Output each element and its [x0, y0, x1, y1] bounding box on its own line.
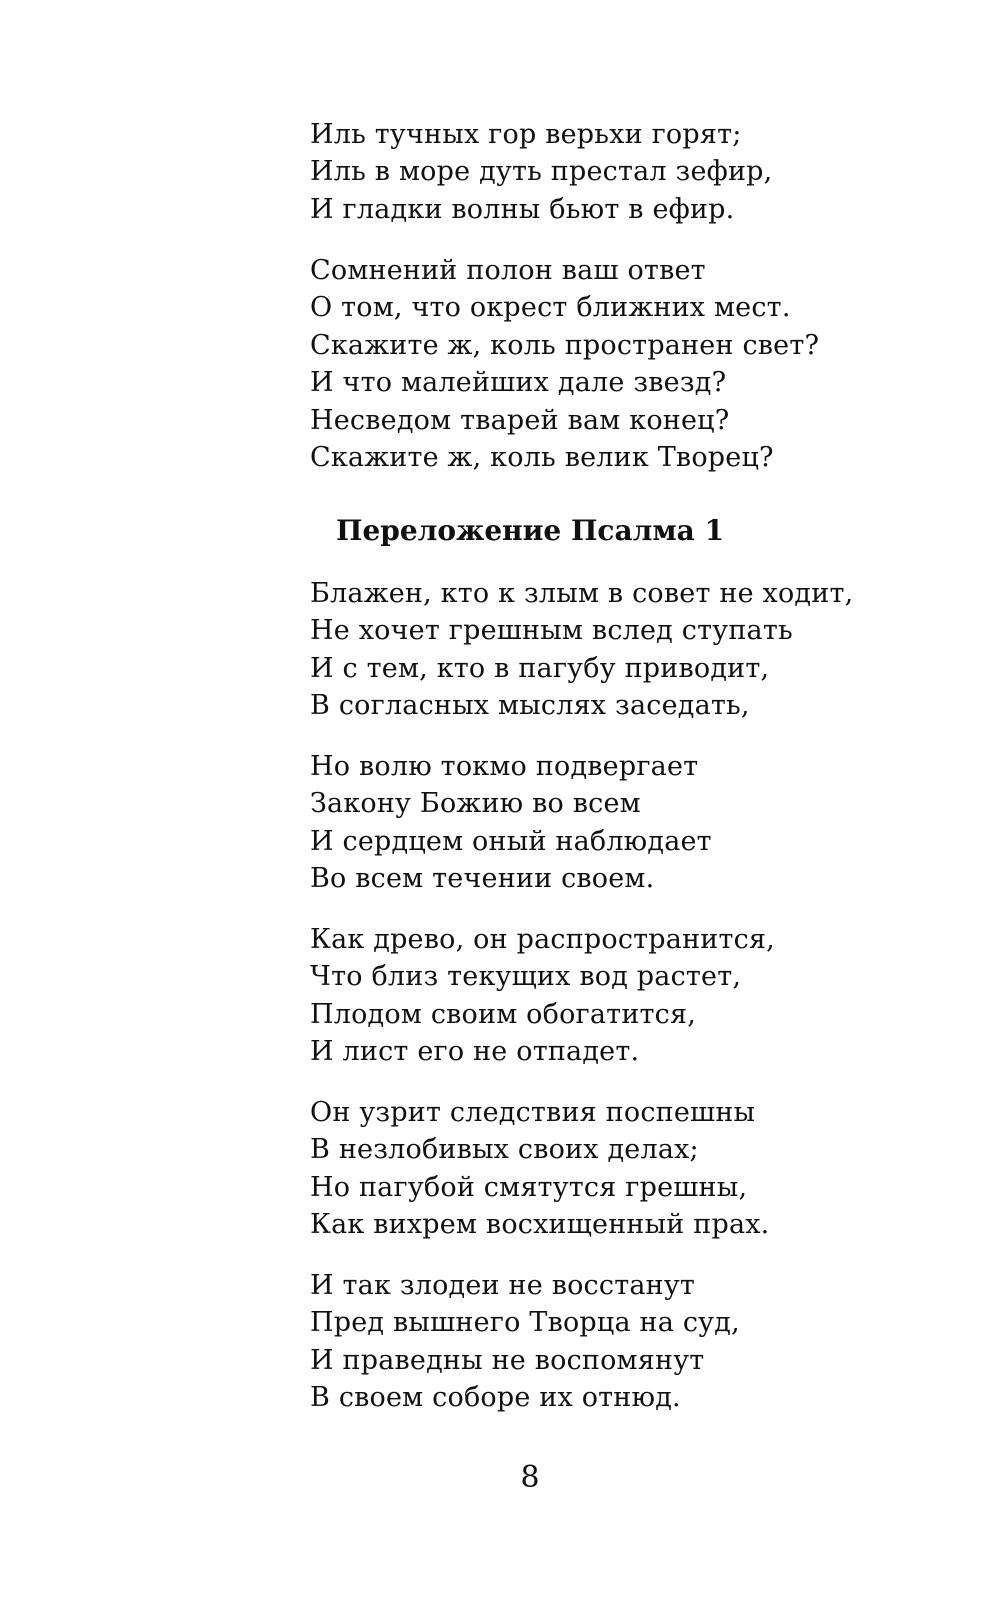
verse-line: И сердцем оный наблюдает: [310, 825, 712, 857]
stanza: [310, 921, 775, 1071]
verse-line: Как древо, он распространится,: [310, 924, 775, 955]
verse-line: Иль тучных гор верьхи горят;: [310, 119, 742, 150]
verse-line: Иль в море дуть престал зефир,: [310, 156, 773, 188]
verse-line: Но пагубой смятутся грешны,: [310, 1171, 748, 1203]
verse-line: Он узрит следствия поспешны: [310, 1097, 756, 1128]
verse-line: И так злодеи не восстанут: [310, 1270, 696, 1301]
verse-line: И лист его не отпадет.: [310, 1036, 640, 1068]
verse-line: И с тем, кто в пагубу приводит,: [310, 652, 770, 684]
verse-line: Блажен, кто к злым в совет не ходит,: [310, 578, 854, 609]
verse-line: О том, что окрест ближних мест.: [310, 292, 791, 324]
verse-line: Несведом тварей вам конец?: [310, 404, 730, 436]
stanza: [310, 1267, 740, 1417]
verse-line: Закону Божию во всем: [310, 788, 641, 820]
poem-title: Переложение Псалма 1: [336, 514, 725, 547]
verse-line: Но волю токмо подвергает: [310, 751, 699, 782]
verse-line: В незлобивых своих делах;: [310, 1134, 699, 1166]
page-number: 8: [520, 1460, 540, 1495]
verse-line: Не хочет грешным вслед ступать: [310, 615, 793, 647]
verse-line: Во всем течении своем.: [310, 863, 655, 895]
verse-line: Скажите ж, коль велик Творец?: [310, 442, 774, 474]
stanza: [310, 1094, 769, 1244]
verse-line: В согласных мыслях заседать,: [310, 690, 750, 722]
verse-line: Что близ текущих вод растет,: [310, 961, 742, 993]
verse-line: Скажите ж, коль пространен свет?: [310, 329, 820, 361]
verse-line: И что малейших дале звезд?: [310, 367, 727, 399]
verse-line: Сомнений полон ваш ответ: [310, 255, 706, 286]
stanza: [310, 748, 712, 898]
verse-line: Как вихрем восхищенный прах.: [310, 1209, 770, 1241]
stanza: [310, 252, 819, 476]
verse-line: И гладки волны бьют в ефир.: [310, 193, 735, 225]
verse-line: Пред вышнего Творца на суд,: [310, 1307, 740, 1339]
verse-line: И праведны не воспомянут: [310, 1344, 705, 1376]
stanza: [310, 116, 772, 228]
verse-line: Плодом своим обогатится,: [310, 998, 696, 1030]
verse-line: В своем соборе их отнюд.: [310, 1382, 681, 1414]
stanza: [310, 575, 853, 725]
